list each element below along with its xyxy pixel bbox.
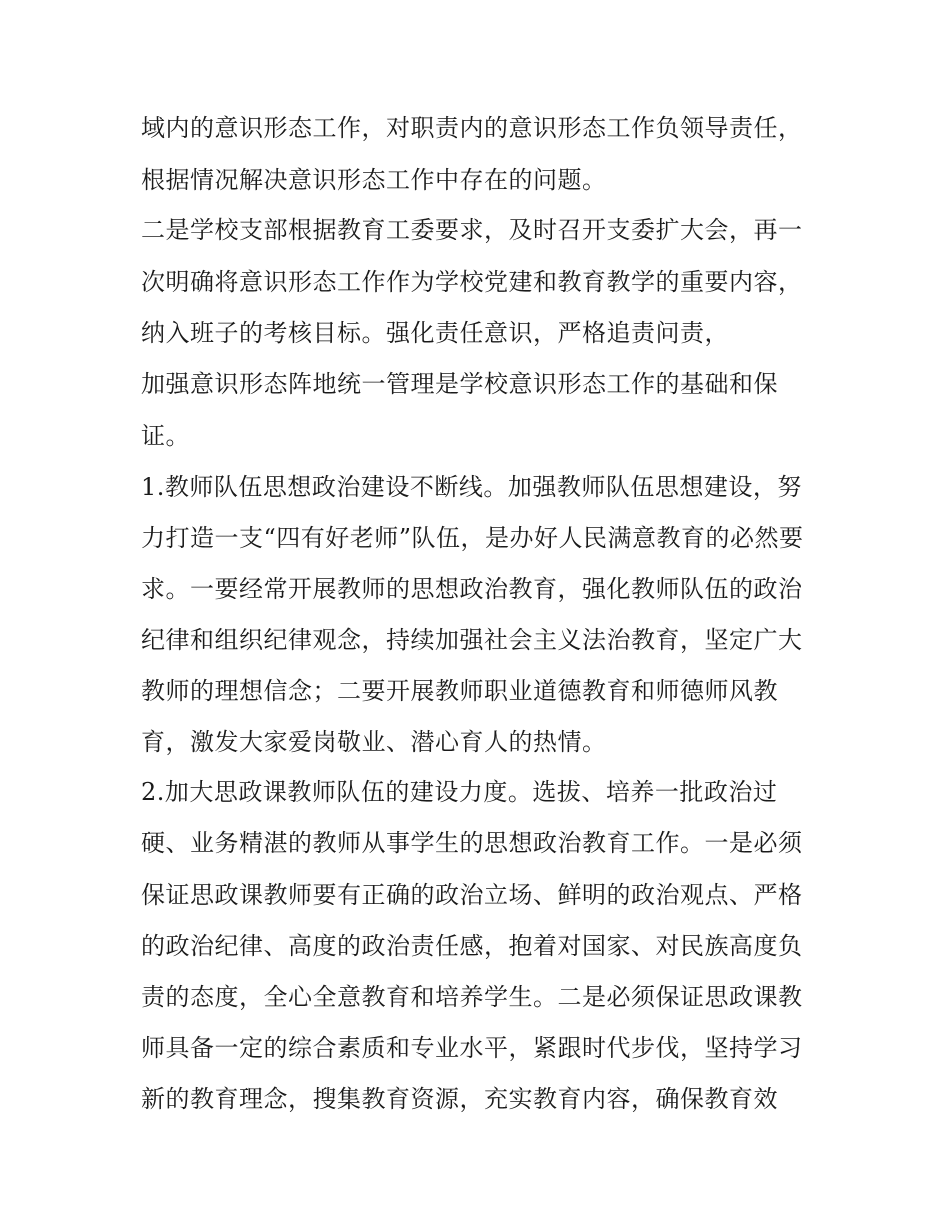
text-line: 加强意识形态阵地统一管理是学校意识形态工作的基础和保	[141, 370, 778, 398]
text-line: 责的态度，全心全意教育和培养学生。二是必须保证思政课教	[141, 983, 803, 1011]
text-line: 保证思政课教师要有正确的政治立场、鲜明的政治观点、严格	[141, 881, 803, 909]
text-line: 力打造一支“四有好老师”队伍，是办好人民满意教育的必然要	[141, 524, 804, 552]
text-line: 师具备一定的综合素质和专业水平，紧跟时代步伐，坚持学习	[141, 1034, 803, 1062]
text-line: 求。一要经常开展教师的思想政治教育，强化教师队伍的政治	[141, 575, 803, 603]
text-line: 1.教师队伍思想政治建设不断线。加强教师队伍思想建设，努	[141, 473, 802, 501]
text-line: 域内的意识形态工作，对职责内的意识形态工作负领导责任，	[141, 114, 803, 142]
text-line: 育，激发大家爱岗敬业、潜心育人的热情。	[141, 728, 607, 756]
text-line: 纪律和组织纪律观念，持续加强社会主义法治教育，坚定广大	[141, 626, 803, 654]
text-line: 新的教育理念，搜集教育资源，充实教育内容，确保教育效	[141, 1085, 778, 1113]
text-line: 硬、业务精湛的教师从事学生的思想政治教育工作。一是必须	[141, 829, 803, 857]
text-line: 2.加大思政课教师队伍的建设力度。选拔、培养一批政治过	[141, 778, 778, 806]
text-line: 教师的理想信念；二要开展教师职业道德教育和师德师风教	[141, 677, 778, 705]
text-line: 证。	[141, 422, 190, 450]
text-line: 次明确将意识形态工作作为学校党建和教育教学的重要内容，	[141, 268, 803, 296]
text-line: 根据情况解决意识形态工作中存在的问题。	[141, 166, 607, 194]
text-line: 的政治纪律、高度的政治责任感，抱着对国家、对民族高度负	[141, 932, 803, 960]
text-line: 纳入班子的考核目标。强化责任意识，严格追责问责，	[141, 319, 729, 347]
text-line: 二是学校支部根据教育工委要求，及时召开支委扩大会，再一	[141, 216, 803, 244]
